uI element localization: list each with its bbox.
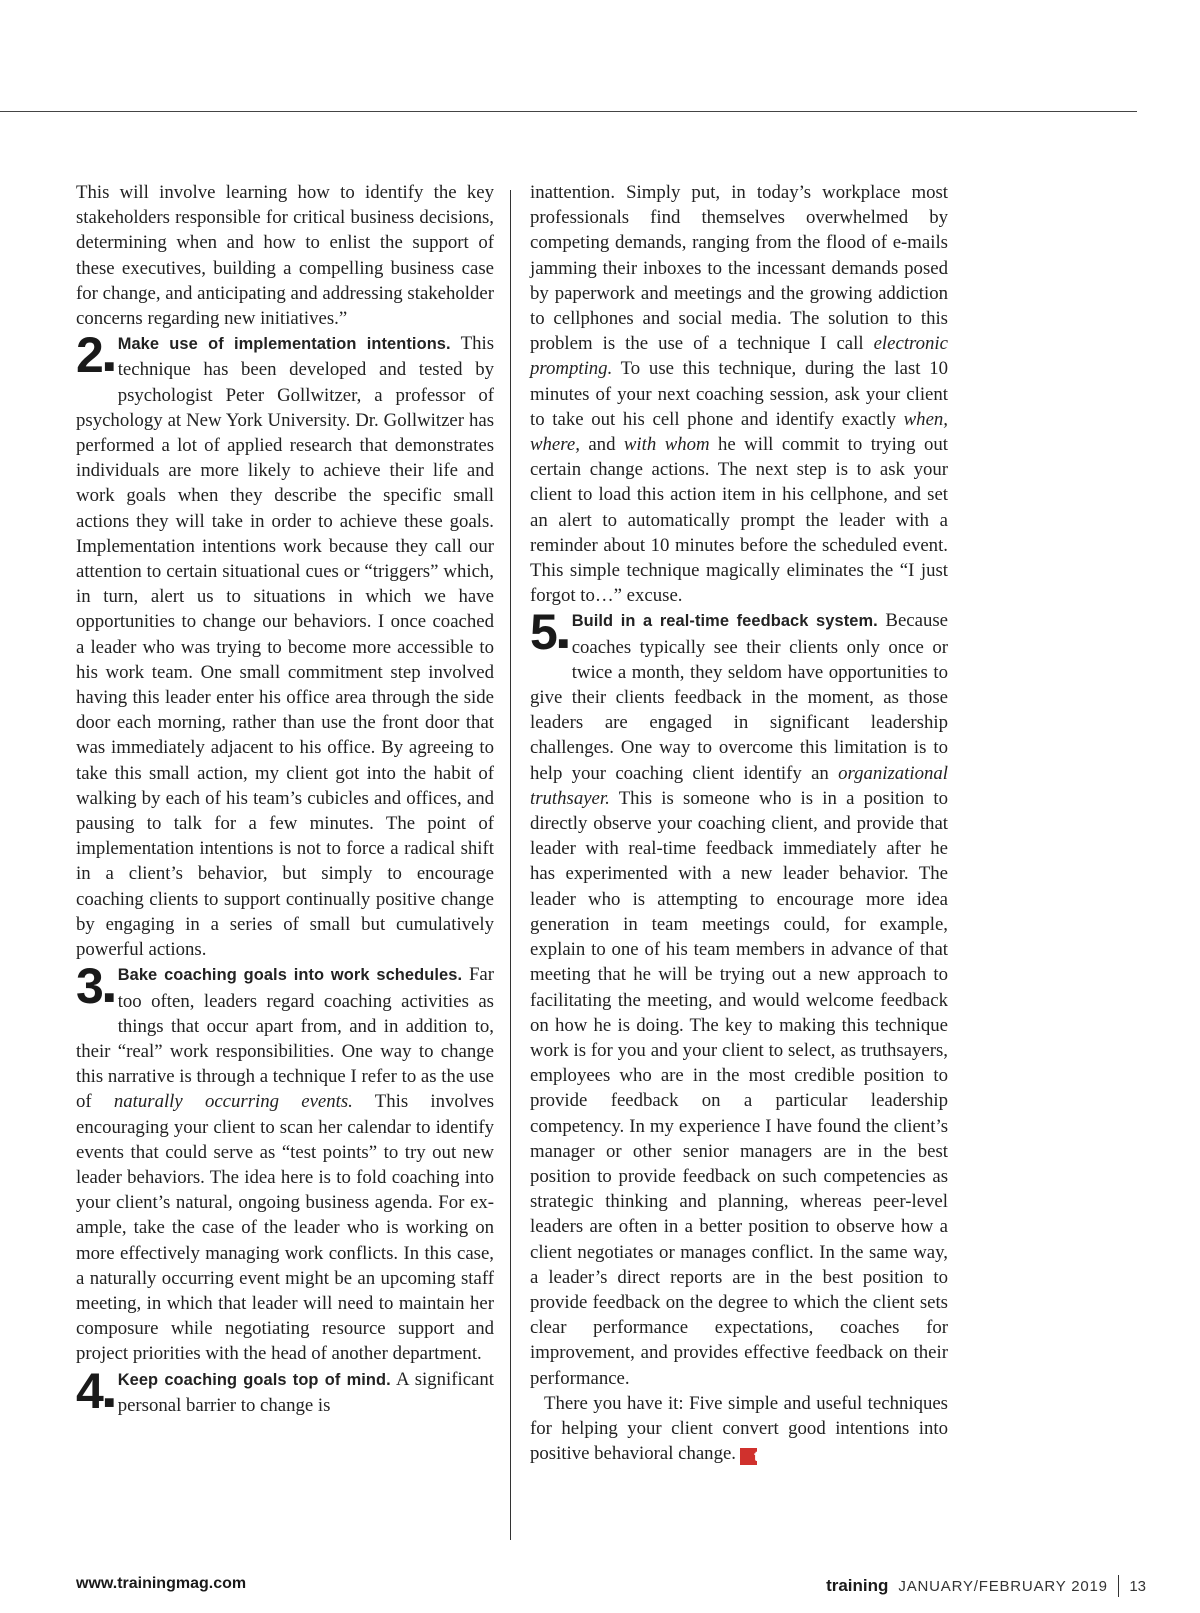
footer-brand: training [826, 1576, 889, 1595]
page-number: 13 [1129, 1577, 1146, 1595]
section-2 [76, 327, 494, 962]
footer-separator [1118, 1575, 1120, 1597]
section-body: This is someone who is in a position to directly observe your coaching client, and provide that leader with real-time feedback immediately after he has experimented with a new leader behavior. The leader who is attempting to encourage more idea generation in team meetings could, for example, explain to one of his team members in advance of that meeting that he will be trying out a new approach to facilitating the meeting, and would welcome feedback on how he is doing. The key to making this technique work is for you and your client to select, as truthsayers, employees who are in the most credible position to provide feedback on a particular leadership competency. In my experience I have found the client’s manager or other senior managers are in the best position to provide feedback on such competencies as strategic thinking and planning, whereas peer-level leaders are often in a better position to observe how a client negotiates or manages conflict. In the same way, a leader’s direct reports are in the best position to provide feedback on the degree to which the client sets clear performance expectations, coaches for improvement, and provides effective feedback on their performance. [530, 787, 948, 1389]
section-body: A significant personal barrier to change is [117, 1368, 494, 1416]
section-5 [530, 604, 948, 1390]
end-mark-icon: t [740, 1448, 757, 1465]
footer-url[interactable]: www.trainingmag.com [76, 1575, 247, 1592]
section-body: This technique has been developed and tested by psychologist Peter Gollwitzer, a professor of psychology at New York University. Dr. Gollwitzer has performed a lot of applied research that demonstrates individuals are more likely to achieve their life and work goals when they describe the specific small actions they will take in order to achieve these goals. Implementation intentions work because they call our attention to certain situational cues or “triggers” which, in turn, alert us to situations in which we have opportunities to change our behaviors. I once coached a leader who was trying to become more accessible to his work team. One small commitment step involved having this leader enter his office area through the side door each morning, rather than use the front door that was immediately adjacent to his office. By agreeing to take this small action, my client got into the habit of walking by each of his team’s cubicles and offices, and pausing to talk for a few minutes. The point of implementation intentions is not to force a radical shift in a client’s behavior, but simply to encourage coaching clients to support continually positive change by engaging in a series of small but cumulatively powerful actions. [76, 333, 494, 961]
section-heading: Build in a real-time feedback system. [571, 612, 878, 631]
section-4 [76, 1362, 494, 1419]
section-number: 5■ [530, 604, 569, 661]
section-body-emphasis: organizational truthsayer. [530, 762, 948, 809]
closing-paragraph: There you have it: Five simple and useful techniques for helping your client convert good intentions into positive behavioral change. t [530, 1392, 948, 1465]
section-number: 2■ [76, 327, 115, 384]
section-heading: Bake coaching goals into work schedules. [117, 966, 463, 985]
right-column [530, 180, 948, 1466]
section-body: This involves encouraging your client to scan her calendar to identify events that could serve as “test points” to try out new leader behaviors. The idea here is to fold coaching into your client’s natural, ongoing business agenda. For example, take the case of the leader who is working on more effectively managing work conflicts. In this case, a naturally occurring event might be an upcoming staff meeting, in which that leader will need to maintain her composure while negotiating resource support and project priorities with the head of another department. [76, 1091, 495, 1365]
section-number: 4■ [76, 1362, 115, 1419]
column-divider [510, 190, 511, 1540]
left-column [76, 180, 494, 1424]
section-4-continued: inattention. Simply put, in today’s workplace most professionals find themselves overwhelmed by competing demands, ranging from the flood of e-mails jamming their inboxes to the incessant demands posed by paperwork and meetings and the growing addiction to cellphones and social media. The solution to this problem is the use of a technique I call electronic prompting. To use this technique, during the last 10 minutes of your next coaching session, ask your client to take out his cell phone and identify exactly when, where, and with whom he will commit to trying out certain change actions. The next step is to ask your client to load this action item in his cellphone, and set an alert to automatically prompt the leader with a reminder about 10 minutes before the scheduled event. This simple technique magically eliminates the “I just forgot to…” excuse. [530, 182, 949, 607]
section-heading: Keep coaching goals top of mind. [117, 1370, 391, 1389]
section-body-emphasis: naturally occurring events. [113, 1091, 353, 1113]
section-number: 3■ [76, 958, 115, 1015]
header-rule [0, 111, 1137, 112]
section-body: Far too often, leaders regard coaching activities as things that occur apart from, and in addition to, their “real” work responsibilities. One way to change this narrative is through a technique I refer to as the use of [76, 964, 494, 1113]
footer-issue: JANUARY/FEBRUARY 2019 [898, 1577, 1108, 1595]
section-3 [76, 958, 495, 1366]
section-heading: Make use of implementation intentions. [117, 335, 451, 354]
section-body: Because coaches typically see their clients only once or twice a month, they seldom have opportunities to give their clients feedback in the moment, as those leaders are engaged in significant leadership challenges. One way to overcome this limitation is to help your coaching client identify an [530, 610, 948, 784]
intro-paragraph: This will involve learning how to identify the key stakeholders responsible for critical business decisions, determining when and how to enlist the support of these executives, building a compelling business case for change, and anticipating and addressing stakeholder concerns regarding new initiatives.” [76, 182, 494, 330]
footer-folio [826, 1575, 1146, 1597]
